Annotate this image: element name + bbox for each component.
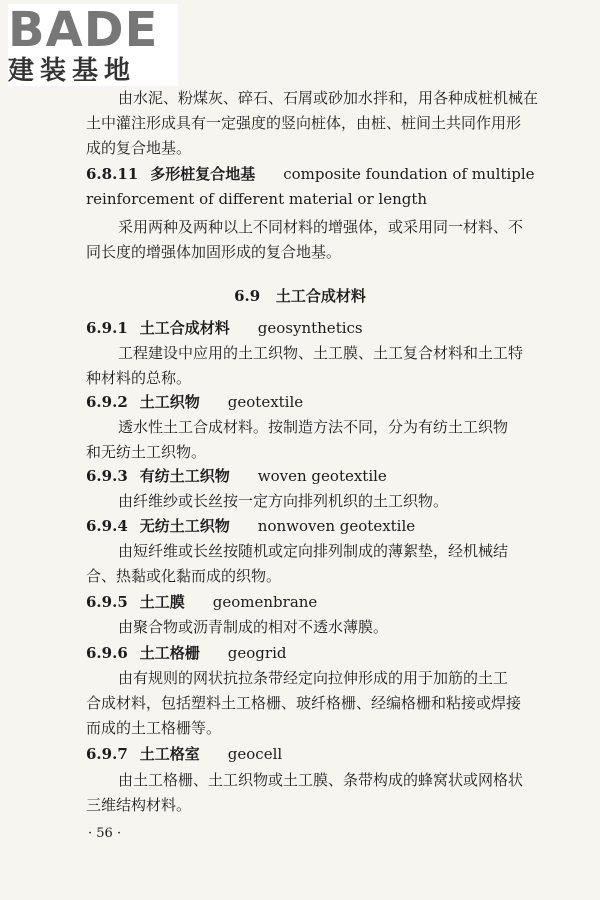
term-heading-6-8-11 <box>86 164 535 184</box>
term-english: geogrid <box>227 644 287 662</box>
definition-line: 由土工格栅、土工织物或土工膜、条带构成的蜂窝状或网格状 <box>118 771 524 789</box>
definition-line: 同长度的增强体加固形成的复合地基。 <box>86 243 342 261</box>
term-chinese: 有纺土工织物 <box>139 467 230 485</box>
term-heading <box>86 392 303 412</box>
section-number: 6.9 <box>234 287 261 305</box>
term-english: geomenbrane <box>212 593 318 611</box>
term-chinese: 无纺土工织物 <box>139 517 230 535</box>
term-heading <box>86 592 317 612</box>
intro-line: 土中灌注形成具有一定强度的竖向桩体，由桩、桩间土共同作用形 <box>86 114 522 132</box>
term-heading <box>86 643 286 663</box>
intro-line: 由水泥、粉煤灰、碎石、石屑或砂加水拌和，用各种成桩机械在 <box>118 89 539 107</box>
term-heading <box>86 318 363 338</box>
term-english: geotextile <box>227 393 304 411</box>
definition-line: 工程建设中应用的土工织物、土工膜、土工复合材料和土工特 <box>118 344 524 362</box>
definition-line: 和无纺土工织物。 <box>86 443 207 461</box>
definition-line: 而成的土工格栅等。 <box>86 719 222 737</box>
term-heading <box>86 466 387 486</box>
definition-line: 种材料的总称。 <box>86 369 192 387</box>
term-number: 6.9.5 <box>86 593 128 611</box>
term-number: 6.9.4 <box>86 517 128 535</box>
definition-line: 透水性土工合成材料。按制造方法不同，分为有纺土工织物 <box>118 418 509 436</box>
definition-line: 由聚合物或沥青制成的相对不透水薄膜。 <box>118 618 389 636</box>
intro-line: 成的复合地基。 <box>86 139 192 157</box>
definition-line: 三维结构材料。 <box>86 796 192 814</box>
term-heading <box>86 516 415 536</box>
logo-subtitle: 建装基地 <box>8 56 137 86</box>
term-chinese: 土工织物 <box>139 393 200 411</box>
section-heading <box>0 285 600 306</box>
term-english: composite foundation of multiple <box>283 165 535 183</box>
term-chinese: 土工合成材料 <box>139 319 230 337</box>
term-number: 6.9.6 <box>86 644 128 662</box>
term-english: nonwoven geotextile <box>257 517 416 535</box>
definition-line: 由有规则的网状抗拉条带经定向拉伸形成的用于加筋的土工 <box>118 669 509 687</box>
term-number: 6.9.2 <box>86 393 128 411</box>
term-chinese: 土工格栅 <box>139 644 200 662</box>
section-title: 土工合成材料 <box>275 287 366 305</box>
term-number: 6.9.7 <box>86 745 128 763</box>
term-number: 6.9.1 <box>86 319 128 337</box>
term-number: 6.8.11 <box>86 165 139 183</box>
term-english: woven geotextile <box>257 467 387 485</box>
definition-line: 合成材料，包括塑料土工格栅、玻纤格栅、经编格栅和粘接或焊接 <box>86 694 522 712</box>
term-chinese: 土工膜 <box>139 593 185 611</box>
term-number: 6.9.3 <box>86 467 128 485</box>
definition-line: 由短纤维或长丝按随机或定向排列制成的薄絮垫，经机械结 <box>118 542 509 560</box>
site-logo <box>8 4 178 86</box>
definition-line: 采用两种及两种以上不同材料的增强体，或采用同一材料、不 <box>118 218 524 236</box>
page-number: · 56 · <box>88 826 122 841</box>
term-heading <box>86 744 282 764</box>
term-english-continued: reinforcement of different material or length <box>86 190 428 208</box>
term-english: geosynthetics <box>257 319 363 337</box>
term-chinese: 多形桩复合地基 <box>150 165 256 183</box>
definition-line: 由纤维纱或长丝按一定方向排列机织的土工织物。 <box>118 492 449 510</box>
term-english: geocell <box>227 745 283 763</box>
logo-wordmark: BADE <box>8 2 159 58</box>
definition-line: 合、热黏或化黏而成的织物。 <box>86 567 282 585</box>
term-chinese: 土工格室 <box>139 745 200 763</box>
